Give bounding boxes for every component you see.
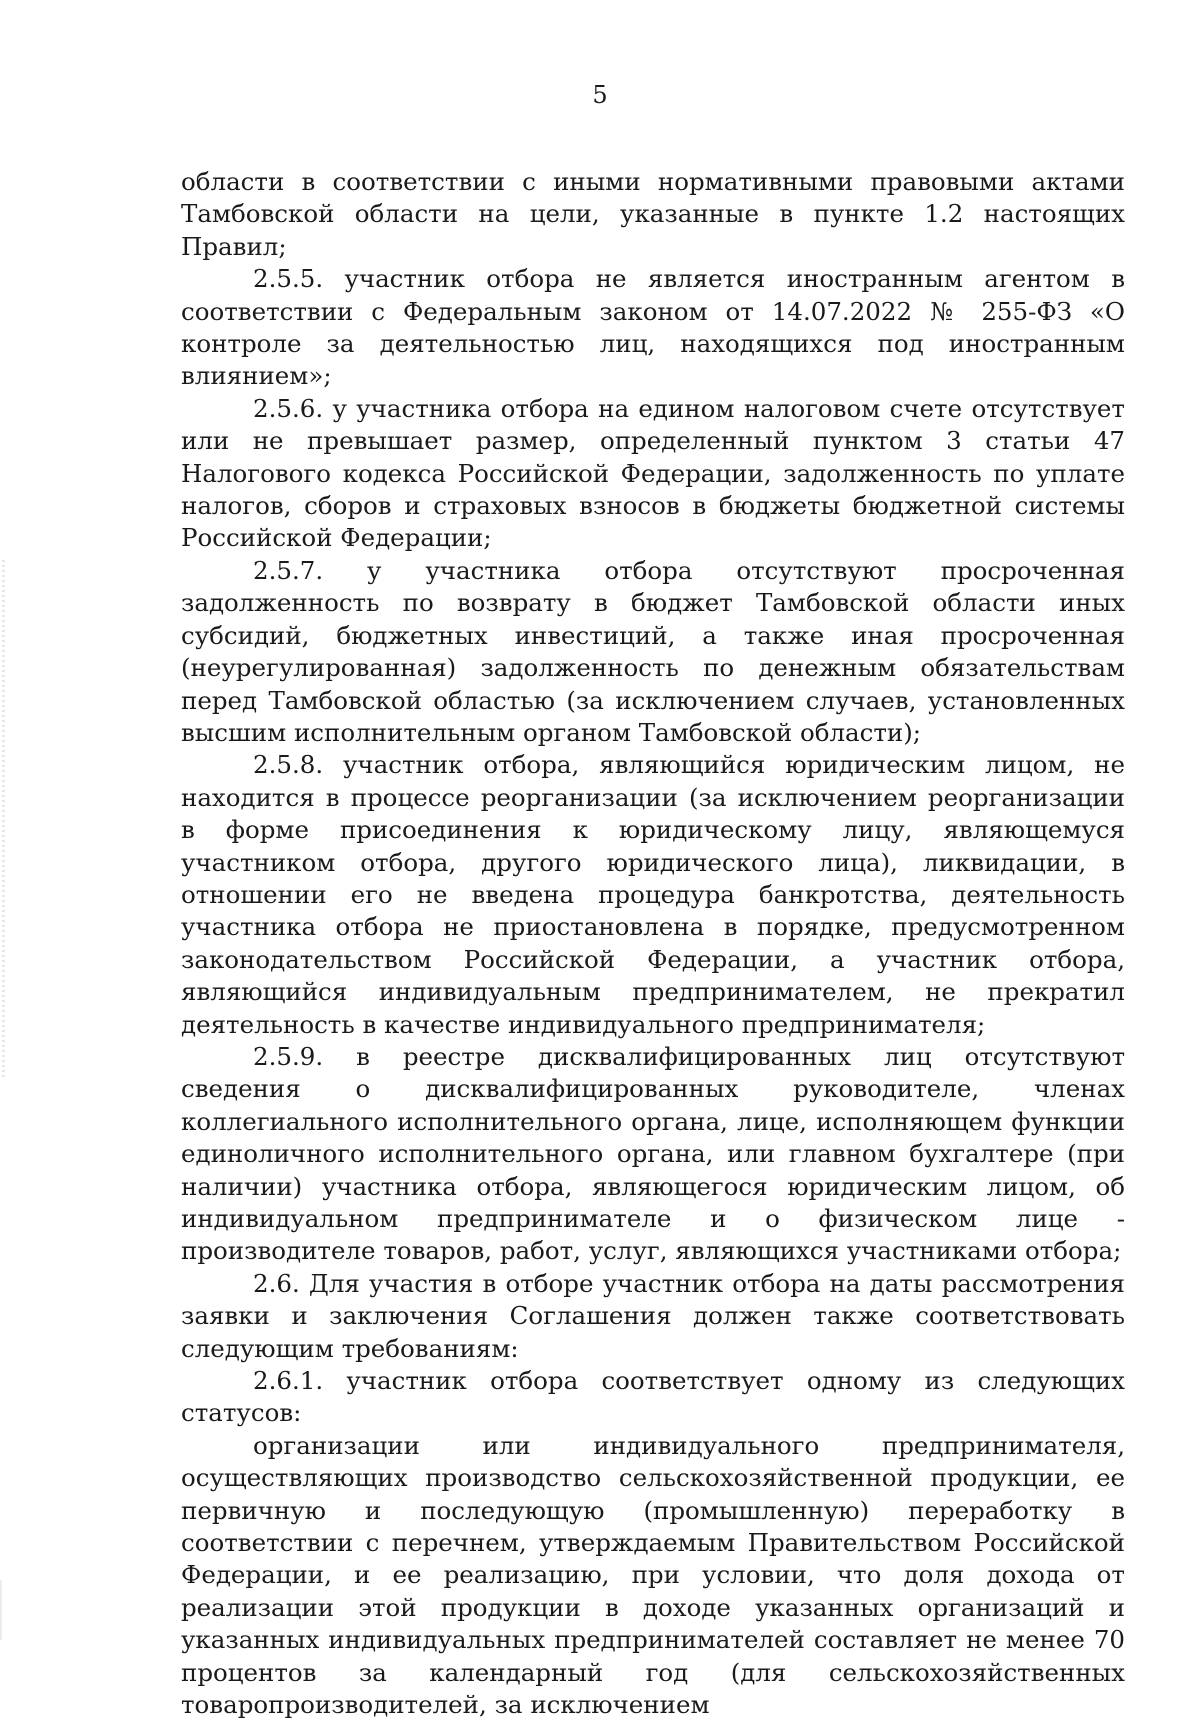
- paragraph-continuation: области в соответствии с иными нормативными правовыми актами Тамбовской области на цели, указанные в пункте 1.2 настоящих Правил;: [181, 167, 1125, 261]
- paragraph-2-5-9: 2.5.9. в реестре дисквалифицированных лиц отсутствуют сведения о дисквалифицированных руководителе, членах коллегиального исполнительного органа, лице, исполняющем функции единоличного исполнительного органа, или главном бухгалтере (при наличии) участника отбора, являющегося юридическим лицом, об индивидуальном предпринимателе и о физическом лице - производителе товаров, работ, услуг, являющихся участниками отбора;: [181, 1041, 1125, 1266]
- page-number: 5: [592, 81, 608, 109]
- paragraph-2-6: 2.6. Для участия в отборе участник отбора на даты рассмотрения заявки и заключения Соглашения должен также соответствовать следующим требованиям:: [181, 1268, 1125, 1363]
- document-body: [181, 166, 1125, 1722]
- paragraph-2-6-1: 2.6.1. участник отбора соответствует одному из следующих статусов:: [181, 1366, 1125, 1428]
- scan-artifact: [0, 1580, 2, 1640]
- paragraph-2-5-7: 2.5.7. у участника отбора отсутствуют просроченная задолженность по возврату в бюджет Тамбовской области иных субсидий, бюджетных инвестиций, а также иная просроченная (неурегулированная) задолженность по денежным обязательствам перед Тамбовской областью (за исключением случаев, установленных высшим исполнительным органом Тамбовской области);: [181, 555, 1125, 747]
- paragraph-status-organizations: организации или индивидуального предпринимателя, осуществляющих производство сельскохозяйственной продукции, ее первичную и последующую (промышленную) переработку в соответствии с перечнем, утверждаемым Правительством Российской Федерации, и ее реализацию, при условии, что доля дохода от реализации этой продукции в доходе указанных организаций и указанных индивидуальных предпринимателей составляет не менее 70 процентов за календарный год (для сельскохозяйственных товаропроизводителей, за исключением: [181, 1430, 1125, 1720]
- paragraph-2-5-8: 2.5.8. участник отбора, являющийся юридическим лицом, не находится в процессе реорганизации (за исключением реорганизации в форме присоединения к юридическому лицу, являющемуся участником отбора, другого юридического лица), ликвидации, в отношении его не введена процедура банкротства, деятельность участника отбора не приостановлена в порядке, предусмотренном законодательством Российской Федерации, а участник отбора, являющийся индивидуальным предпринимателем, не прекратил деятельность в качестве индивидуального предпринимателя;: [181, 750, 1125, 1039]
- scan-artifact: [2, 560, 5, 1080]
- paragraph-2-5-5: 2.5.5. участник отбора не является иностранным агентом в соответствии с Федеральным законом от 14.07.2022 № 255-ФЗ «О контроле за деятельностью лиц, находящихся под иностранным влиянием»;: [181, 264, 1125, 391]
- paragraph-2-5-6: 2.5.6. у участника отбора на едином налоговом счете отсутствует или не превышает размер, определенный пунктом 3 статьи 47 Налогового кодекса Российской Федерации, задолженность по уплате налогов, сборов и страховых взносов в бюджеты бюджетной системы Российской Федерации;: [181, 393, 1125, 553]
